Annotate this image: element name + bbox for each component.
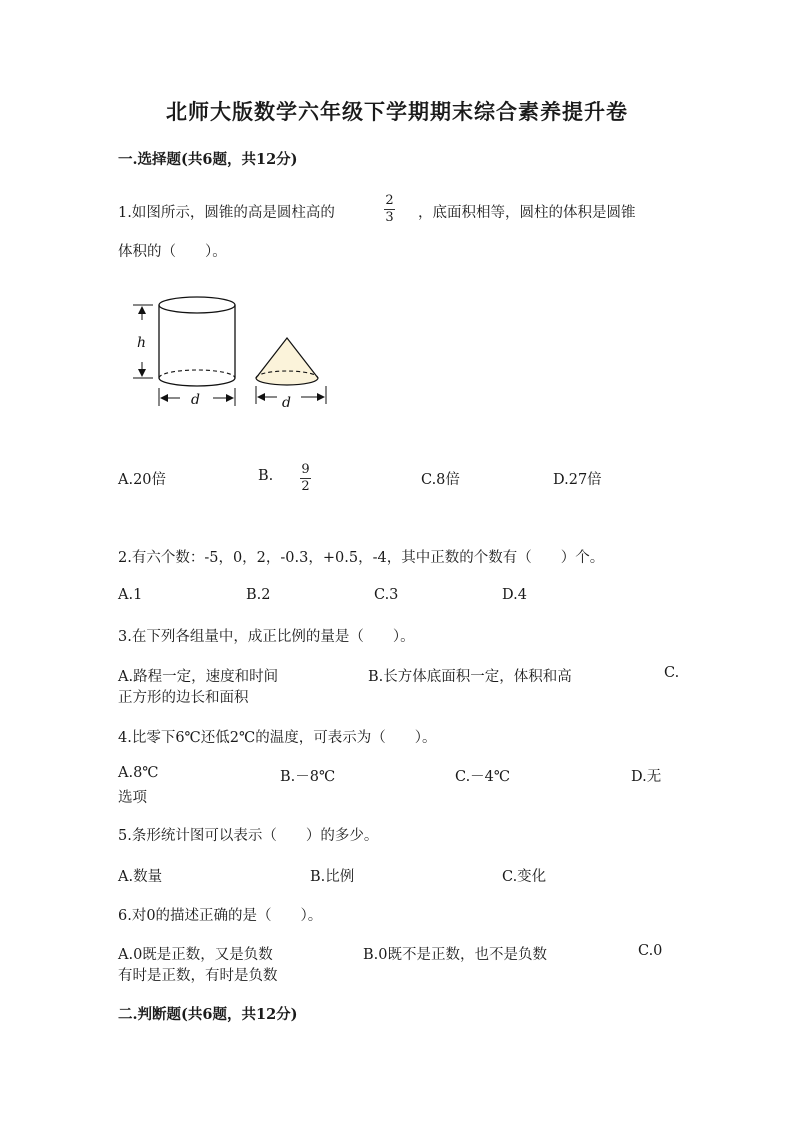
fraction-denominator: 3 — [385, 210, 394, 225]
question-3-option-c-continued[interactable]: 正方形的边长和面积 — [118, 690, 249, 706]
question-1-option-d[interactable]: D.27倍 — [553, 472, 602, 488]
fraction-numerator: 2 — [385, 193, 394, 208]
cylinder-diameter-label: d — [191, 392, 200, 408]
question-2-option-b[interactable]: B.2 — [246, 587, 271, 603]
page-title: 北师大版数学六年级下学期期末综合素养提升卷 — [166, 99, 628, 124]
question-4-option-a[interactable]: A.8℃ — [118, 765, 159, 781]
question-3-text: 3.在下列各组量中，成正比例的量是（ ）。 — [118, 629, 415, 645]
question-1-option-c[interactable]: C.8倍 — [421, 472, 460, 488]
question-4-option-b[interactable]: B.－8℃ — [280, 769, 336, 785]
question-1-option-b[interactable]: B. — [258, 468, 274, 484]
cylinder-cone-figure — [125, 290, 340, 415]
question-2-option-a[interactable]: A.1 — [118, 587, 143, 603]
question-6-text: 6.对0的描述正确的是（ ）。 — [118, 908, 323, 924]
question-3-option-b[interactable]: B.长方体底面积一定，体积和高 — [368, 669, 572, 685]
cone-diameter-arrow — [256, 386, 326, 404]
question-1-option-b-fraction — [300, 463, 311, 494]
question-5-option-c[interactable]: C.变化 — [502, 869, 547, 885]
question-6-option-b[interactable]: B.0既不是正数，也不是负数 — [363, 947, 547, 963]
question-1-text-part3: 体积的（ ）。 — [118, 244, 227, 260]
question-5-option-a[interactable]: A.数量 — [118, 869, 163, 885]
question-1-text-part2: ，底面积相等，圆柱的体积是圆锥 — [418, 205, 636, 221]
fraction-denominator: 2 — [301, 479, 310, 494]
section-heading-choice: 一.选择题(共6题，共12分) — [118, 151, 298, 168]
question-1-option-a[interactable]: A.20倍 — [118, 472, 167, 488]
question-3-option-a[interactable]: A.路程一定，速度和时间 — [118, 669, 279, 685]
cone-diameter-label: d — [282, 395, 291, 411]
question-5-text: 5.条形统计图可以表示（ ）的多少。 — [118, 828, 379, 844]
question-2-option-c[interactable]: C.3 — [374, 587, 399, 603]
question-3-option-c[interactable]: C. — [664, 665, 680, 681]
question-4-text: 4.比零下6℃还低2℃的温度，可表示为（ ）。 — [118, 730, 437, 746]
height-label: h — [137, 335, 147, 351]
question-2-text: 2.有六个数：-5，0，2，-0.3，+0.5，-4，其中正数的个数有（ ）个。 — [118, 550, 605, 566]
fraction-numerator: 9 — [301, 462, 310, 477]
question-4-option-d[interactable]: D.无 — [631, 769, 662, 785]
question-4-option-d-continued[interactable]: 选项 — [118, 790, 147, 806]
cylinder-shape — [159, 297, 235, 386]
question-6-option-a[interactable]: A.0既是正数，又是负数 — [118, 947, 273, 963]
question-6-option-c[interactable]: C.0 — [638, 943, 663, 959]
section-heading-judgement: 二.判断题(共6题，共12分) — [118, 1006, 298, 1023]
question-1-fraction — [384, 194, 395, 225]
question-2-option-d[interactable]: D.4 — [502, 587, 527, 603]
question-5-option-b[interactable]: B.比例 — [310, 869, 355, 885]
question-4-option-c[interactable]: C.－4℃ — [455, 769, 511, 785]
question-6-option-c-continued[interactable]: 有时是正数，有时是负数 — [118, 968, 278, 984]
question-1-text-part1: 1.如图所示，圆锥的高是圆柱高的 — [118, 205, 335, 221]
cone-shape — [256, 338, 318, 385]
